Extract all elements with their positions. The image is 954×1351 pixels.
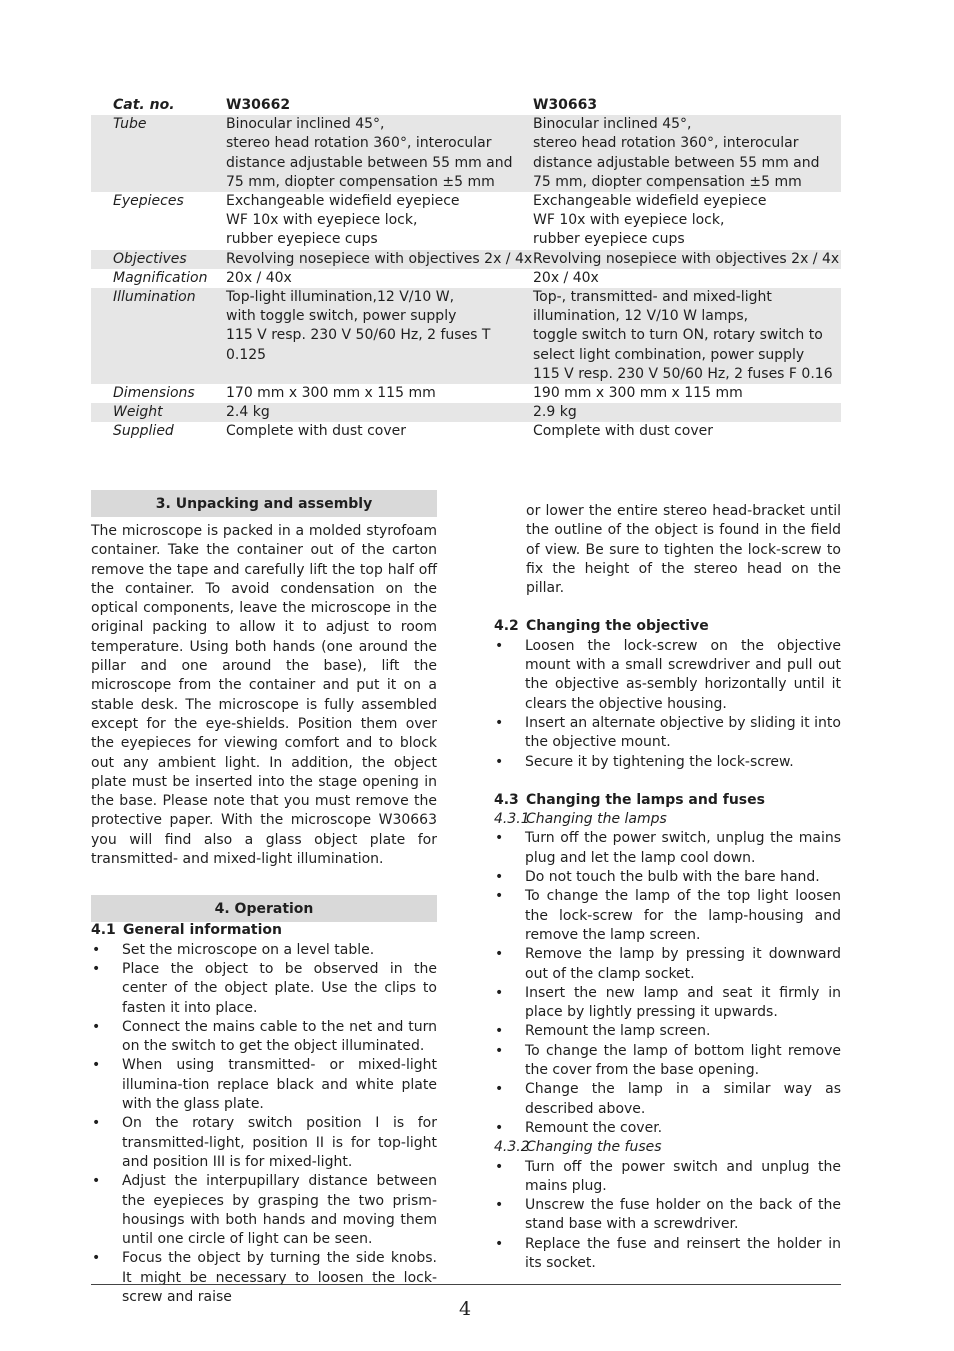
footer-rule [91, 1284, 841, 1285]
subsection-title: Changing the objective [526, 618, 709, 635]
spec-value-w30663: W30663 [533, 97, 598, 113]
page-number: 4 [458, 1298, 472, 1320]
list-item: • When using transmitted- or mixed-light illumina-tion replace black and white plate with the glass plate. [91, 1056, 437, 1114]
spec-value-w30663: Revolving nosepiece with objectives 2x / 4x [533, 250, 841, 269]
subsection-heading-general [91, 921, 437, 940]
spec-value-w30662: 170 mm x 300 mm x 115 mm [226, 385, 436, 402]
spec-value-w30662: Binocular inclined 45°, stereo head rotation 360°, interocular distance adjustable between 55 mm and 75 mm, diopter compensation ±5 mm [226, 115, 533, 192]
subsection-title: Changing the lamps and fuses [526, 791, 765, 808]
subsubsection-number: 4.3.2 [494, 1139, 530, 1156]
objective-list [494, 637, 841, 772]
spec-row-objectives [91, 250, 841, 269]
subsection-number: 4.1 [91, 922, 116, 939]
list-item: • Unscrew the fuse holder on the back of the stand base with a screwdriver. [494, 1196, 841, 1235]
unpacking-paragraph: The microscope is packed in a molded styrofoam container. Take the container out of the carton remove the tape and carefully lift the top half off the container. To avoid condensation on the optical components, leave the microscope in the original packing to allow it to adjust to room temperature. Using both hands (one around the pillar and one around the base), lift the microscope from the container and put it on a stable desk. The microscope is fully assembled except for the eye-shields. Position them over the eyepieces for viewing comfort and to block out any ambient light. In addition, the object plate must be inserted into the stage opening in the base. Please note that you must remove the protective paper. With the microscope W30663 you will find also a glass object plate for transmitted- and mixed-light illumination. [91, 523, 437, 868]
spec-label: Dimensions [113, 385, 195, 402]
list-item: • Secure it by tightening the lock-screw. [494, 753, 841, 772]
spec-row-eyepieces [91, 192, 841, 250]
subsubsection-heading-fuses [494, 1138, 841, 1157]
subsection-heading-objective [494, 617, 841, 636]
spec-row-weight [91, 403, 841, 422]
subsubsection-title: Changing the fuses [526, 1139, 662, 1156]
section-heading-unpacking: 3. Unpacking and assembly [91, 490, 437, 517]
subsection-heading-lamps-fuses [494, 791, 841, 810]
spec-value-w30662: Revolving nosepiece with objectives 2x / 4x [226, 250, 533, 269]
spec-label: Magnification [113, 269, 208, 286]
subsection-number: 4.2 [494, 618, 519, 635]
list-item: • Place the object to be observed in the center of the object plate. Use the clips to fasten it into place. [91, 960, 437, 1018]
list-item: • Insert the new lamp and seat it firmly in place by lightly pressing it upwards. [494, 984, 841, 1023]
list-item: • Turn off the power switch and unplug the mains plug. [494, 1158, 841, 1197]
list-item: • Connect the mains cable to the net and turn on the switch to get the object illuminated. [91, 1018, 437, 1057]
spec-label: Tube [91, 115, 226, 192]
general-info-list [91, 941, 437, 1308]
right-column [494, 502, 841, 1273]
spec-value-w30663: 190 mm x 300 mm x 115 mm [533, 385, 743, 402]
spec-label: Supplied [113, 423, 174, 440]
list-item: • Insert an alternate objective by sliding it into the objective mount. [494, 714, 841, 753]
list-item: • Change the lamp in a similar way as described above. [494, 1080, 841, 1119]
spec-value-w30662: Exchangeable widefield eyepiece WF 10x with eyepiece lock, rubber eyepiece cups [226, 193, 460, 248]
spec-row-tube [91, 115, 841, 192]
spec-value-w30663: Binocular inclined 45°, stereo head rotation 360°, interocular distance adjustable between 55 mm and 75 mm, diopter compensation ±5 mm [533, 115, 841, 192]
list-item: • Loosen the lock-screw on the objective mount with a small screwdriver and pull out the objective as-sembly horizontally until it clears the objective housing. [494, 637, 841, 714]
spec-row-illumination [91, 288, 841, 384]
subsubsection-number: 4.3.1 [494, 811, 530, 828]
subsubsection-heading-lamps [494, 810, 841, 829]
list-item: • Do not touch the bulb with the bare hand. [494, 868, 841, 887]
spec-row-supplied [91, 422, 841, 441]
list-item: • Turn off the power switch, unplug the mains plug and let the lamp cool down. [494, 829, 841, 868]
spec-row-magnification [91, 269, 841, 288]
subsection-number: 4.3 [494, 791, 519, 808]
list-item: • To change the lamp of bottom light remove the cover from the base opening. [494, 1042, 841, 1081]
list-item: • Remount the cover. [494, 1119, 841, 1138]
list-item: • Remove the lamp by pressing it downward out of the clamp socket. [494, 945, 841, 984]
list-item: • Remount the lamp screen. [494, 1022, 841, 1041]
spec-label: Objectives [91, 250, 226, 269]
spec-value-w30663: 2.9 kg [533, 403, 841, 422]
spec-value-w30662: W30662 [226, 97, 291, 113]
spec-label: Eyepieces [113, 193, 184, 210]
lamps-list [494, 829, 841, 1138]
spec-header-row [91, 96, 841, 115]
fuses-list [494, 1158, 841, 1274]
list-item: • Adjust the interpupillary distance between the eyepieces by grasping the two prism-housings with both hands and moving them until one circle of light can be seen. [91, 1172, 437, 1249]
list-item: • On the rotary switch position I is for transmitted-light, position II is for top-light and position III is for mixed-light. [91, 1114, 437, 1172]
list-item: • Replace the fuse and reinsert the holder in its socket. [494, 1235, 841, 1274]
list-item: • Focus the object by turning the side knobs. It might be necessary to loosen the lock-screw and raise [91, 1249, 437, 1307]
spec-value-w30663: Top-, transmitted- and mixed-light illumination, 12 V/10 W lamps, toggle switch to turn ON, rotary switch to select light combination, power supply 115 V resp. 230 V 50/60 Hz, 2 fuses F 0.16 [533, 288, 841, 384]
spec-value-w30663: 20x / 40x [533, 269, 599, 286]
spec-value-w30663: Exchangeable widefield eyepiece WF 10x with eyepiece lock, rubber eyepiece cups [533, 193, 767, 248]
spec-label: Weight [91, 403, 226, 422]
spec-value-w30662: 2.4 kg [226, 403, 533, 422]
spec-value-w30662: Complete with dust cover [226, 423, 406, 440]
general-info-continuation: or lower the entire stereo head-bracket until the outline of the object is found in the field of view. Be sure to tighten the lock-screw to fix the height of the stereo head on the pillar. [526, 503, 841, 597]
subsubsection-title: Changing the lamps [526, 811, 667, 828]
spec-label: Cat. no. [113, 97, 175, 113]
left-column [91, 490, 437, 1307]
subsection-title: General information [123, 922, 282, 939]
list-item: • Set the microscope on a level table. [91, 941, 437, 960]
spec-value-w30663: Complete with dust cover [533, 423, 713, 440]
spec-label: Illumination [91, 288, 226, 384]
spec-table [91, 96, 841, 442]
spec-value-w30662: 20x / 40x [226, 269, 292, 286]
section-heading-operation: 4. Operation [91, 895, 437, 922]
spec-value-w30662: Top-light illumination,12 V/10 W, with toggle switch, power supply 115 V resp. 230 V 50/60 Hz, 2 fuses T 0.125 [226, 288, 533, 384]
list-item: • To change the lamp of the top light loosen the lock-screw for the lamp-housing and remove the lamp screen. [494, 887, 841, 945]
spec-row-dimensions [91, 384, 841, 403]
